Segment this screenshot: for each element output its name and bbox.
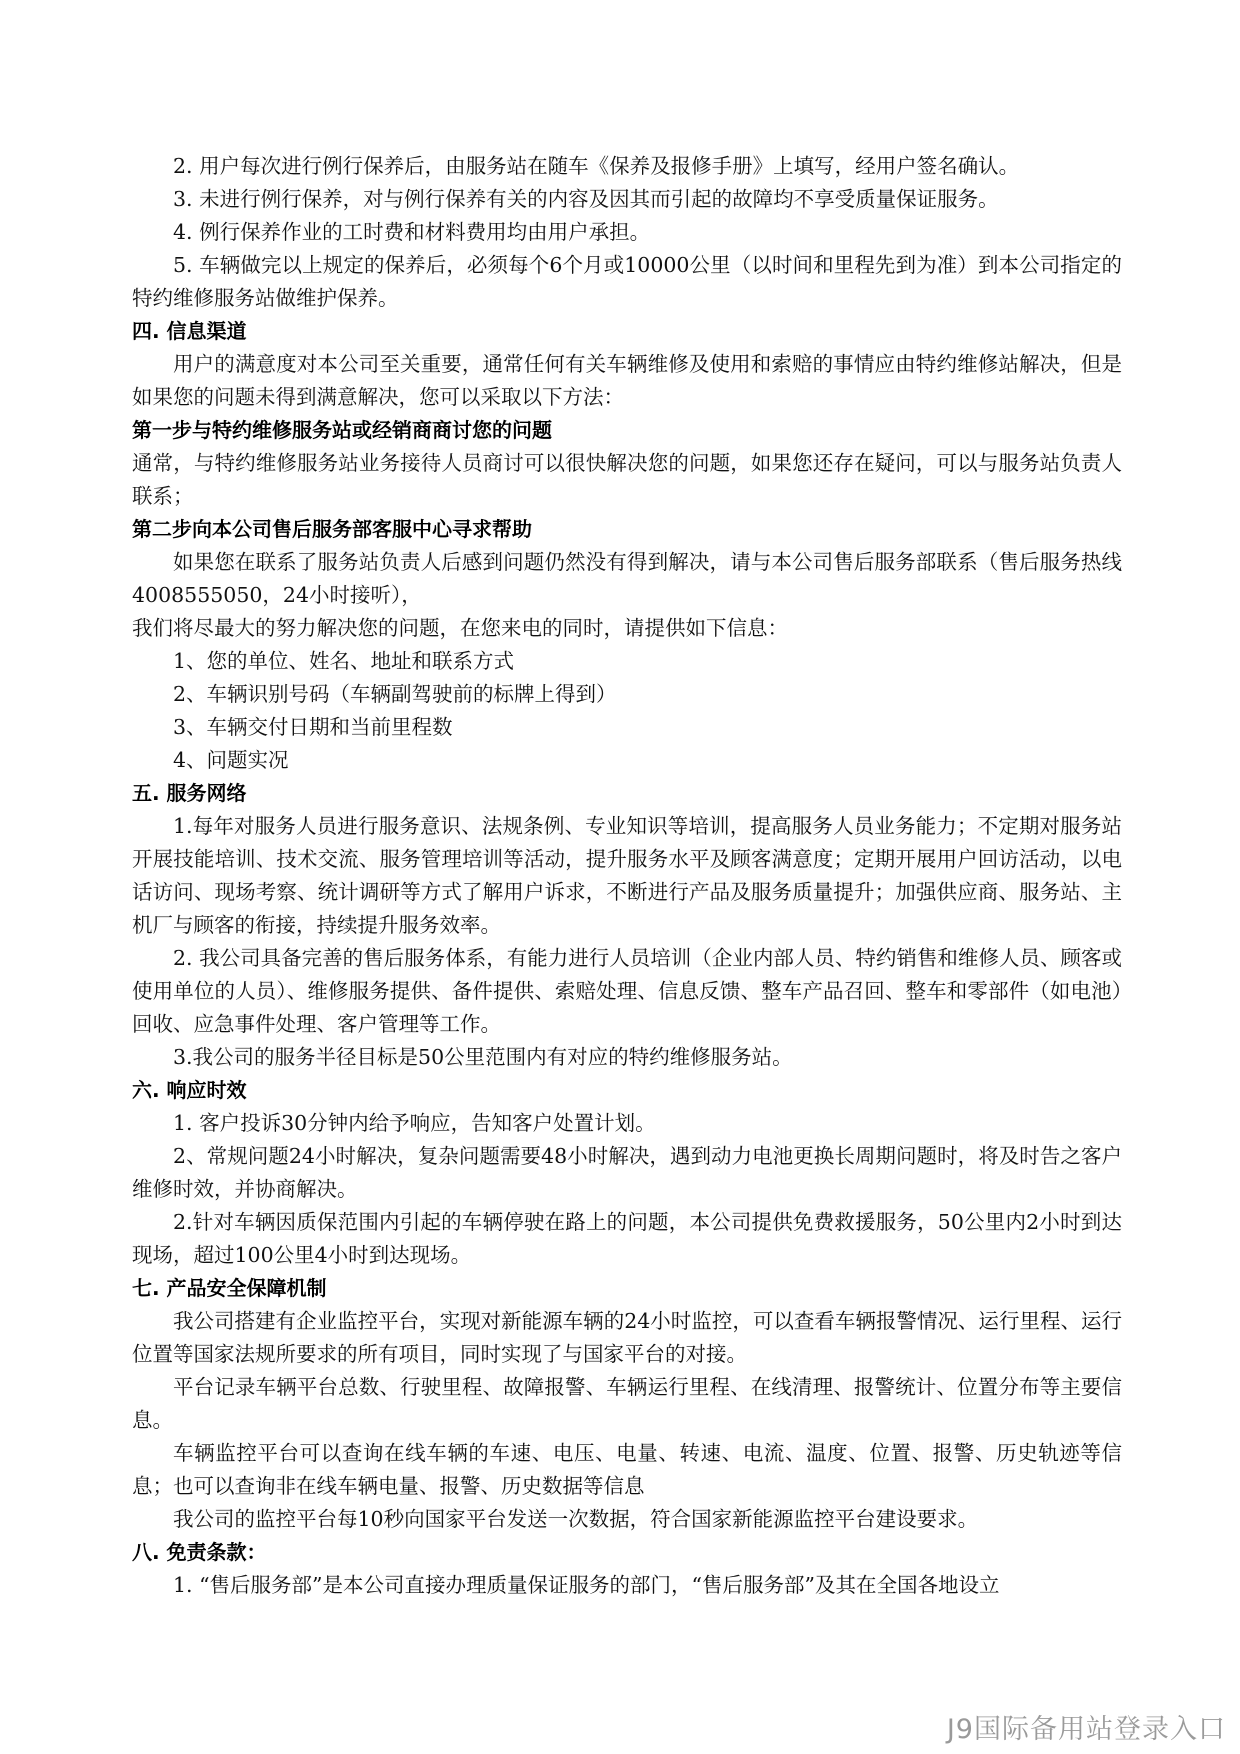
paragraph: 1.每年对服务人员进行服务意识、法规条例、专业知识等培训，提高服务人员业务能力；不定期对服务站开展技能培训、技术交流、服务管理培训等活动，提升服务水平及顾客满意度；定期开展用户回访活动，以电话访问、现场考察、统计调研等方式了解用户诉求，不断进行产品及服务质量提升；加强供应商、服务站、主机厂与顾客的衔接，持续提升服务效率。: [132, 814, 1122, 937]
section-heading-safety: 七. 产品安全保障机制: [132, 1276, 327, 1300]
section-heading-info-channel: 四. 信息渠道: [132, 319, 247, 343]
step-heading-1: 第一步与特约维修服务站或经销商商讨您的问题: [132, 418, 552, 442]
watermark: J9国际备用站登录入口: [946, 1714, 1226, 1745]
paragraph: 用户的满意度对本公司至关重要，通常任何有关车辆维修及使用和索赔的事情应由特约维修站解决，但是如果您的问题未得到满意解决，您可以采取以下方法：: [132, 352, 1122, 409]
paragraph: 我们将尽最大的努力解决您的问题，在您来电的同时，请提供如下信息：: [132, 616, 788, 640]
paragraph: 3.我公司的服务半径目标是50公里范围内有对应的特约维修服务站。: [173, 1045, 793, 1069]
section-heading-response-time: 六. 响应时效: [132, 1078, 247, 1102]
paragraph: 4. 例行保养作业的工时费和材料费用均由用户承担。: [173, 220, 651, 244]
list-item: 3、车辆交付日期和当前里程数: [173, 715, 453, 739]
paragraph: 车辆监控平台可以查询在线车辆的车速、电压、电量、转速、电流、温度、位置、报警、历史轨迹等信息；也可以查询非在线车辆电量、报警、历史数据等信息: [132, 1441, 1122, 1498]
list-item: 4、问题实况: [173, 748, 289, 772]
paragraph: 2.针对车辆因质保范围内引起的车辆停驶在路上的问题，本公司提供免费救援服务，50公里内2小时到达现场，超过100公里4小时到达现场。: [132, 1210, 1122, 1267]
paragraph: 2. 用户每次进行例行保养后，由服务站在随车《保养及报修手册》上填写，经用户签名确认。: [173, 154, 1020, 178]
list-item: 2、车辆识别号码（车辆副驾驶前的标牌上得到）: [173, 682, 617, 706]
paragraph: 3. 未进行例行保养，对与例行保养有关的内容及因其而引起的故障均不享受质量保证服务。: [173, 187, 999, 211]
section-heading-service-network: 五. 服务网络: [132, 781, 247, 805]
section-heading-disclaimer: 八. 免责条款：: [132, 1540, 267, 1564]
paragraph: 我公司搭建有企业监控平台，实现对新能源车辆的24小时监控，可以查看车辆报警情况、运行里程、运行位置等国家法规所要求的所有项目，同时实现了与国家平台的对接。: [132, 1309, 1122, 1366]
paragraph: 我公司的监控平台每10秒向国家平台发送一次数据，符合国家新能源监控平台建设要求。: [173, 1507, 979, 1531]
paragraph: 1. 客户投诉30分钟内给予响应，告知客户处置计划。: [173, 1111, 656, 1135]
document-body: [132, 150, 1122, 1602]
paragraph: 通常，与特约维修服务站业务接待人员商讨可以很快解决您的问题，如果您还存在疑问，可以与服务站负责人联系；: [132, 451, 1122, 508]
paragraph: 如果您在联系了服务站负责人后感到问题仍然没有得到解决，请与本公司售后服务部联系（售后服务热线4008555050，24小时接听），: [132, 550, 1122, 607]
list-item: 1、您的单位、姓名、地址和联系方式: [173, 649, 515, 673]
paragraph: 2. 我公司具备完善的售后服务体系，有能力进行人员培训（企业内部人员、特约销售和维修人员、顾客或使用单位的人员）、维修服务提供、备件提供、索赔处理、信息反馈、整车产品召回、整车和零部件（如电池）回收、应急事件处理、客户管理等工作。: [132, 946, 1122, 1036]
paragraph: 5. 车辆做完以上规定的保养后，必须每个6个月或10000公里（以时间和里程先到为准）到本公司指定的特约维修服务站做维护保养。: [132, 253, 1122, 310]
step-heading-2: 第二步向本公司售后服务部客服中心寻求帮助: [132, 517, 532, 541]
paragraph: 1. “售后服务部”是本公司直接办理质量保证服务的部门，“售后服务部”及其在全国各地设立: [173, 1573, 1000, 1597]
paragraph: 平台记录车辆平台总数、行驶里程、故障报警、车辆运行里程、在线清理、报警统计、位置分布等主要信息。: [132, 1375, 1122, 1432]
paragraph: 2、常规问题24小时解决，复杂问题需要48小时解决，遇到动力电池更换长周期问题时，将及时告之客户维修时效，并协商解决。: [132, 1144, 1122, 1201]
